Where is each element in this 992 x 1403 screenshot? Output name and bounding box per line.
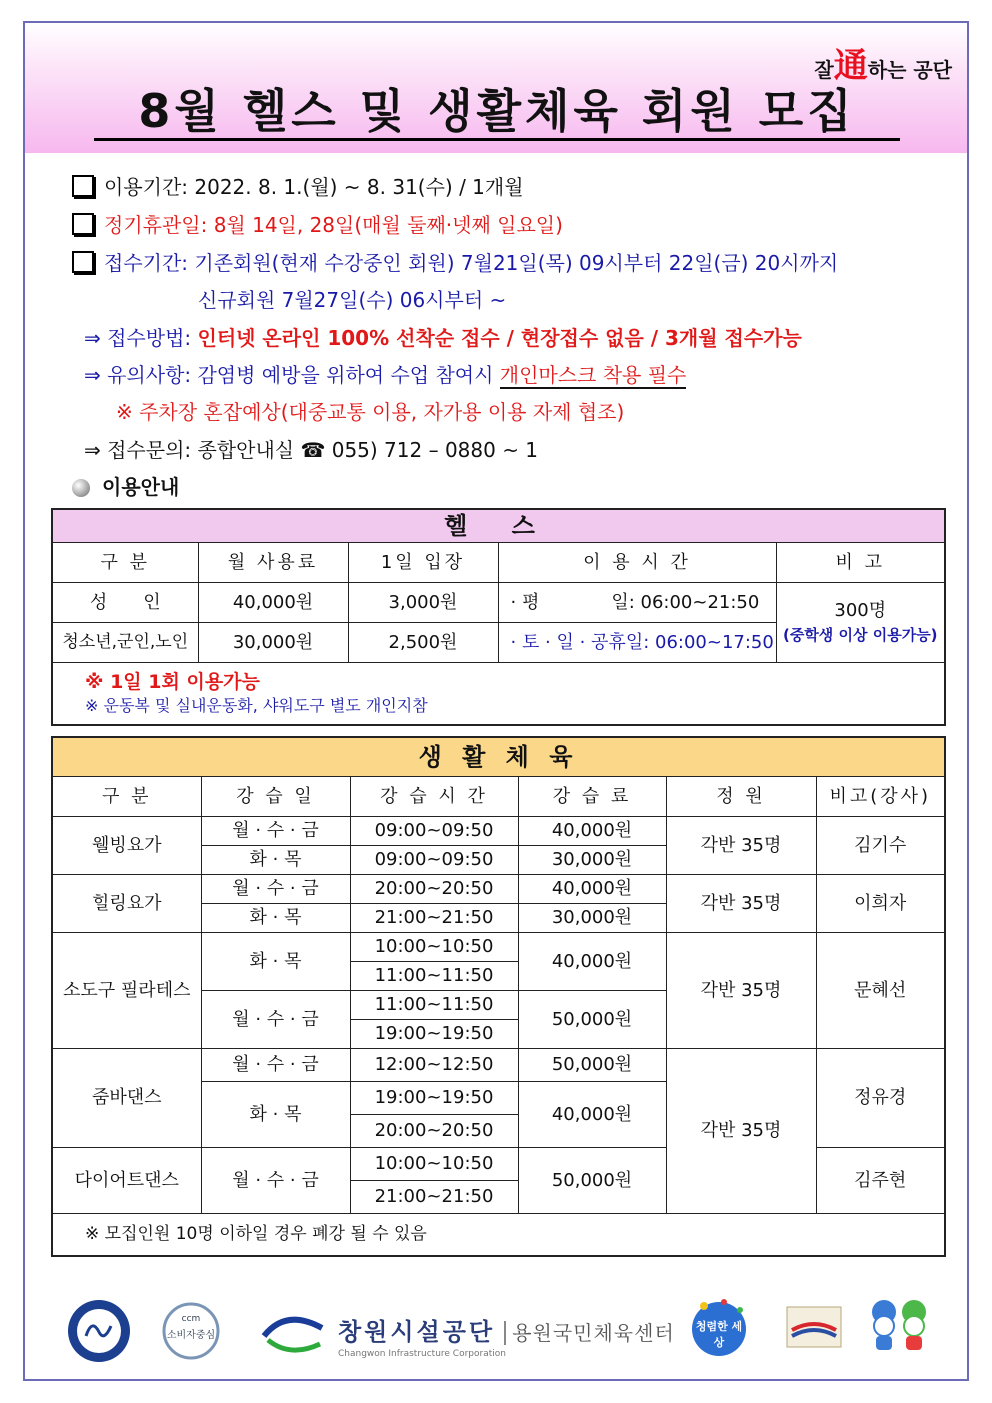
class-fee: 50,000원 — [518, 1148, 666, 1214]
class-days: 월 · 수 · 금 — [201, 1049, 350, 1082]
checkbox-icon — [72, 251, 94, 273]
checkbox-icon — [72, 213, 94, 235]
info-reception — [72, 250, 838, 276]
info-method — [84, 325, 802, 351]
class-time: 10:00~10:50 — [350, 1148, 518, 1181]
sports-col-fee: 강 습 료 — [518, 777, 666, 817]
class-days: 화 · 목 — [201, 904, 350, 933]
info-parking: ※ 주차장 혼잡예상(대중교통 이용, 자가용 이용 자제 협조) — [116, 400, 625, 424]
class-time: 19:00~19:50 — [350, 1082, 518, 1115]
sports-col-category: 구 분 — [52, 777, 201, 817]
sports-col-capacity: 정 원 — [666, 777, 816, 817]
health-capacity: 300명 — [834, 600, 887, 622]
health-time-weekend-text: · 토 · 일 · 공휴일: 06:00~17:50 — [510, 631, 774, 653]
slogan-pre: 잘 — [814, 58, 834, 82]
health-row-daily: 2,500원 — [348, 623, 498, 663]
health-note-once: ※ 1일 1회 이용가능 — [85, 671, 260, 693]
ccm-logo-top: ccm — [181, 1314, 201, 1324]
flag-emblem — [786, 1306, 842, 1352]
class-days: 월 · 수 · 금 — [201, 817, 350, 846]
sports-title: 생 활 체 육 — [52, 737, 945, 777]
health-capacity-cell — [776, 583, 945, 663]
class-teacher: 이희자 — [816, 875, 945, 933]
ccm-logo — [162, 1302, 220, 1364]
class-days: 월 · 수 · 금 — [201, 991, 350, 1049]
integrity-logo — [686, 1296, 752, 1362]
class-name: 웰빙요가 — [52, 817, 201, 875]
class-teacher: 김주현 — [816, 1148, 945, 1214]
slogan-highlight: 通 — [833, 46, 868, 86]
info-period-text: 이용기간: 2022. 8. 1.(월) ~ 8. 31(수) / 1개월 — [104, 175, 524, 199]
health-col-time: 이 용 시 간 — [498, 543, 776, 583]
class-name: 줌바댄스 — [52, 1049, 201, 1148]
health-row-category: 성 인 — [52, 583, 198, 623]
health-col-category: 구 분 — [52, 543, 198, 583]
class-time: 11:00~11:50 — [350, 962, 518, 991]
integrity-logo-text: 청렴한 세상 — [695, 1320, 743, 1349]
class-fee: 40,000원 — [518, 817, 666, 846]
section-usage-label: 이용안내 — [102, 475, 180, 499]
sports-col-time: 강 습 시 간 — [350, 777, 518, 817]
ccm-logo-mid: 소비자중심 — [166, 1330, 216, 1341]
info-notice-value: 개인마스크 착용 필수 — [499, 363, 687, 387]
health-row-monthly: 30,000원 — [198, 623, 348, 663]
footer-logos — [60, 1296, 940, 1366]
org-logo — [338, 1312, 683, 1359]
health-capacity-note: (중학생 이상 이용가능) — [782, 626, 938, 645]
class-capacity: 각반 35명 — [666, 875, 816, 933]
health-title: 헬 스 — [52, 509, 945, 543]
class-days: 화 · 목 — [201, 933, 350, 991]
class-capacity: 각반 35명 — [666, 933, 816, 1049]
class-time: 20:00~20:50 — [350, 875, 518, 904]
slogan — [814, 38, 952, 87]
class-fee: 40,000원 — [518, 1082, 666, 1148]
sports-col-days: 강 습 일 — [201, 777, 350, 817]
class-time: 21:00~21:50 — [350, 904, 518, 933]
changwon-symbol — [260, 1310, 326, 1360]
health-col-monthly: 월 사용료 — [198, 543, 348, 583]
class-teacher: 김기수 — [816, 817, 945, 875]
info-method-value: 인터넷 온라인 100% 선착순 접수 / 현장접수 없음 / 3개월 접수가능 — [197, 326, 802, 350]
class-days: 월 · 수 · 금 — [201, 875, 350, 904]
info-holiday — [72, 212, 563, 238]
health-col-daily: 1일 입장 — [348, 543, 498, 583]
health-time-weekend — [498, 623, 776, 663]
section-usage — [72, 474, 179, 500]
human-rights-logo — [66, 1298, 132, 1368]
class-days: 화 · 목 — [201, 1082, 350, 1148]
class-name: 힐링요가 — [52, 875, 201, 933]
slogan-post: 하는 공단 — [867, 58, 952, 82]
human-rights-logo-text — [66, 1298, 67, 1299]
class-teacher: 문혜선 — [816, 933, 945, 1049]
class-time: 09:00~09:50 — [350, 817, 518, 846]
class-fee: 30,000원 — [518, 904, 666, 933]
info-holiday-text: 정기휴관일: 8월 14일, 28일(매월 둘째·넷째 일요일) — [104, 213, 563, 237]
info-reception-new: 신규회원 7월27일(수) 06시부터 ~ — [198, 288, 507, 312]
class-fee: 30,000원 — [518, 846, 666, 875]
class-days: 화 · 목 — [201, 846, 350, 875]
center-name: 용원국민체육센터 — [504, 1321, 675, 1345]
class-name: 소도구 필라테스 — [52, 933, 201, 1049]
org-en-name: Changwon Infrastructure Corporation — [338, 1349, 506, 1359]
class-time: 20:00~20:50 — [350, 1115, 518, 1148]
class-time: 09:00~09:50 — [350, 846, 518, 875]
health-row-category: 청소년,군인,노인 — [52, 623, 198, 663]
class-name: 다이어트댄스 — [52, 1148, 201, 1214]
sports-note: ※ 모집인원 10명 이하일 경우 폐강 될 수 있음 — [52, 1214, 945, 1256]
bullet-icon — [72, 479, 90, 497]
class-capacity: 각반 35명 — [666, 1049, 816, 1214]
health-col-note: 비 고 — [776, 543, 945, 583]
info-reception-existing: 접수기간: 기존회원(현재 수강중인 회원) 7월21일(목) 09시부터 22일(금) 20시까지 — [104, 251, 839, 275]
health-table — [51, 508, 946, 726]
class-capacity: 각반 35명 — [666, 817, 816, 875]
info-notice-label: ⇒ 유의사항: 감염병 예방을 위하여 수업 참여시 — [84, 363, 500, 387]
class-fee: 50,000원 — [518, 991, 666, 1049]
mascot-icon — [864, 1296, 936, 1356]
class-time: 11:00~11:50 — [350, 991, 518, 1020]
info-period — [72, 174, 524, 200]
class-fee: 50,000원 — [518, 1049, 666, 1082]
class-time: 12:00~12:50 — [350, 1049, 518, 1082]
health-notes — [52, 663, 945, 725]
class-teacher: 정유경 — [816, 1049, 945, 1148]
org-name: 창원시설공단 — [338, 1318, 496, 1346]
class-time: 19:00~19:50 — [350, 1020, 518, 1049]
checkbox-icon — [72, 175, 94, 197]
class-time: 10:00~10:50 — [350, 933, 518, 962]
class-fee: 40,000원 — [518, 933, 666, 991]
info-method-label: ⇒ 접수방법: — [84, 326, 198, 350]
info-contact: ⇒ 접수문의: 종합안내실 ☎ 055) 712 – 0880 ~ 1 — [84, 438, 539, 462]
class-fee: 40,000원 — [518, 875, 666, 904]
sports-table — [51, 736, 946, 1257]
class-time: 21:00~21:50 — [350, 1181, 518, 1214]
health-row-daily: 3,000원 — [348, 583, 498, 623]
health-note-gear: ※ 운동복 및 실내운동화, 샤워도구 별도 개인지참 — [85, 695, 428, 715]
page-title: 8월 헬스 및 생활체육 회원 모집 — [94, 84, 900, 141]
info-notice — [84, 362, 686, 388]
sports-col-teacher: 비고(강사) — [816, 777, 945, 817]
health-time-weekday: · 평 일: 06:00~21:50 — [498, 583, 776, 623]
class-days: 월 · 수 · 금 — [201, 1148, 350, 1214]
health-row-monthly: 40,000원 — [198, 583, 348, 623]
